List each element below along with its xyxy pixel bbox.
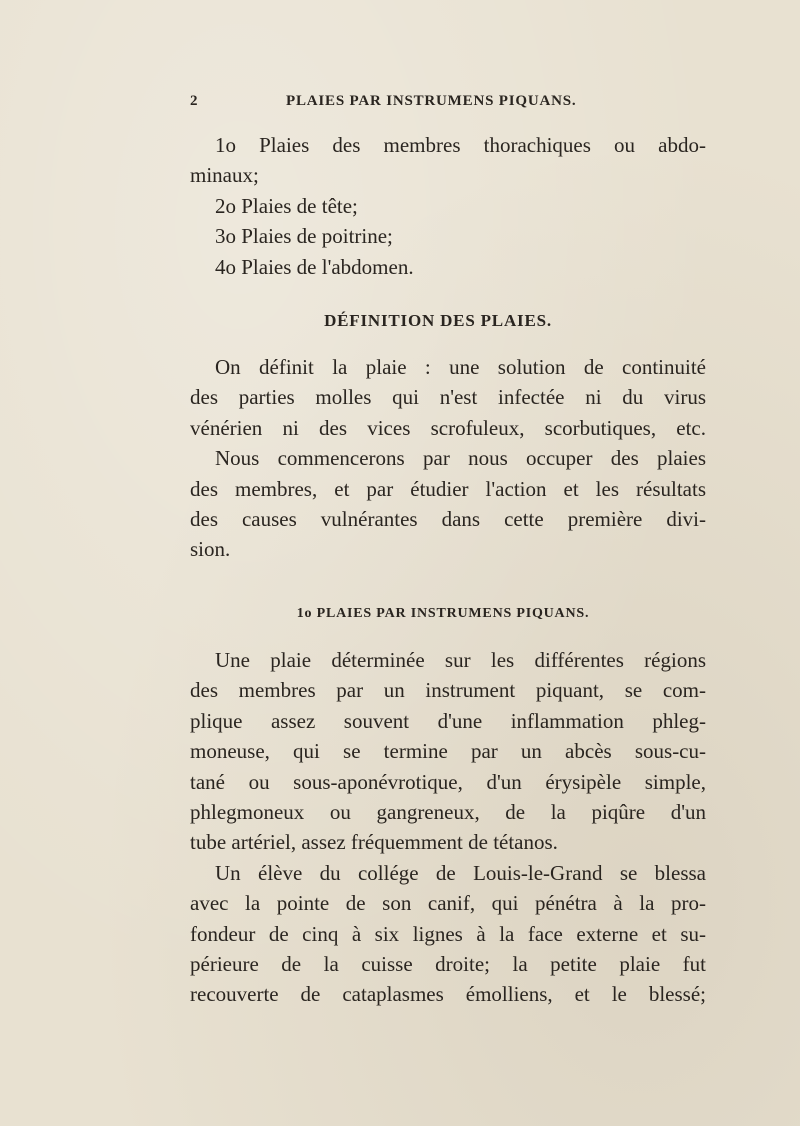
definition-heading: DÉFINITION DES PLAIES. bbox=[324, 311, 552, 330]
list-item: 1o Plaies des membres thorachiques ou abdo- bbox=[215, 133, 706, 157]
text-line: des parties molles qui n'est infectée ni du virus bbox=[190, 385, 706, 410]
section-paragraph bbox=[190, 645, 706, 1010]
text-line: Une plaie déterminée sur les différentes régions bbox=[215, 648, 706, 672]
list-item: 3o Plaies de poitrine; bbox=[215, 224, 393, 249]
text-line: des membres par un instrument piquant, se com- bbox=[190, 678, 706, 703]
text-line: des causes vulnérantes dans cette première divi- bbox=[190, 507, 706, 532]
text-line: périeure de la cuisse droite; la petite plaie fut bbox=[190, 952, 706, 977]
page-header bbox=[190, 93, 710, 113]
text-line: avec la pointe de son canif, qui pénétra à la pro- bbox=[190, 891, 706, 916]
list-item: 2o Plaies de tête; bbox=[215, 193, 358, 218]
text-line: tube artériel, assez fréquemment de tétanos. bbox=[190, 830, 558, 855]
list-item: 4o Plaies de l'abdomen. bbox=[215, 254, 414, 279]
text-line: phlegmoneux ou gangreneux, de la piqûre d'un bbox=[190, 800, 706, 825]
text-line: fondeur de cinq à six lignes à la face externe et su- bbox=[190, 921, 706, 946]
wound-category-list bbox=[190, 130, 706, 282]
text-line: moneuse, qui se termine par un abcès sous-cu- bbox=[190, 739, 706, 764]
text-line: des membres, et par étudier l'action et les résultats bbox=[190, 476, 706, 501]
definition-paragraph bbox=[190, 352, 706, 565]
text-line: Nous commencerons par nous occuper des plaies bbox=[215, 446, 706, 471]
page-number: 2 bbox=[190, 93, 198, 109]
section-heading: 1o PLAIES PAR INSTRUMENS PIQUANS. bbox=[296, 606, 590, 621]
text-line: tané ou sous-aponévrotique, d'un érysipèle simple, bbox=[190, 769, 706, 794]
text-line: vénérien ni des vices scrofuleux, scorbutiques, etc. bbox=[190, 415, 706, 440]
text-line: recouverte de cataplasmes émolliens, et le blessé; bbox=[190, 982, 706, 1007]
list-item-continuation: minaux; bbox=[190, 163, 259, 188]
text-line: On définit la plaie : une solution de continuité bbox=[215, 355, 706, 379]
text-line: plique assez souvent d'une inflammation phleg- bbox=[190, 708, 706, 733]
text-line: sion. bbox=[190, 537, 231, 562]
text-line: Un élève du collége de Louis-le-Grand se blessa bbox=[215, 860, 706, 885]
running-head: PLAIES PAR INSTRUMENS PIQUANS. bbox=[286, 93, 577, 109]
